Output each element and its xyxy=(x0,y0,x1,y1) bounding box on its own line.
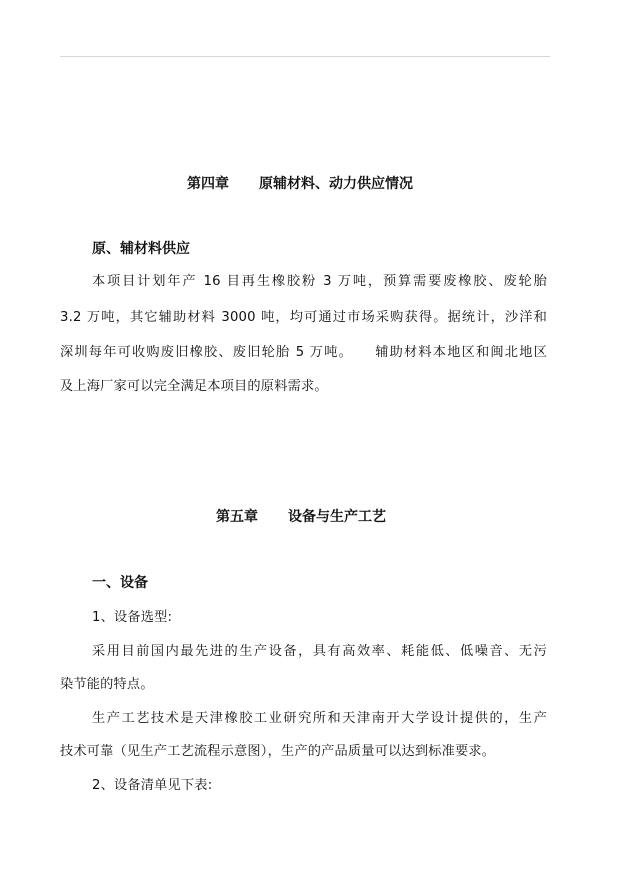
paragraph-line: 本项目计划年产 16 目再生橡胶粉 3 万吨，预算需要废橡胶、废轮胎 xyxy=(92,274,547,289)
chapter-5-number: 第五章 xyxy=(216,509,258,525)
paragraph-line: 技术可靠（见生产工艺流程示意图），生产的产品质量可以达到标准要求。 xyxy=(60,744,496,759)
chapter-4-name: 原辅材料、动力供应情况 xyxy=(259,176,413,192)
chapter-5-title xyxy=(216,506,386,526)
paragraph-line: 3.2 万吨，其它辅助材料 3000 吨，均可通过市场采购获得。据统计，沙洋和 xyxy=(60,310,547,325)
chapter-4-title xyxy=(187,173,413,193)
paragraph-line: 染节能的特点。 xyxy=(60,677,154,692)
paragraph-line: 及上海厂家可以完全满足本项目的原料需求。 xyxy=(60,379,328,394)
paragraph-line: 采用目前国内最先进的生产设备，具有高效率、耗能低、低噪音、无污 xyxy=(92,644,547,659)
paragraph-line: 深圳每年可收购废旧橡胶、废旧轮胎 5 万吨。 辅助材料本地区和闽北地区 xyxy=(60,345,547,360)
section-heading-materials: 原、辅材料供应 xyxy=(92,241,190,257)
list-item-label: 2、设备清单见下表: xyxy=(92,778,213,793)
chapter-5-name: 设备与生产工艺 xyxy=(288,509,386,525)
chapter-4-number: 第四章 xyxy=(187,176,229,192)
list-item-label: 1、设备选型: xyxy=(92,610,173,625)
paragraph-line: 生产工艺技术是天津橡胶工业研究所和天津南开大学设计提供的，生产 xyxy=(92,711,547,726)
header-rule xyxy=(60,56,550,57)
section-heading-equipment: 一、设备 xyxy=(92,575,148,591)
